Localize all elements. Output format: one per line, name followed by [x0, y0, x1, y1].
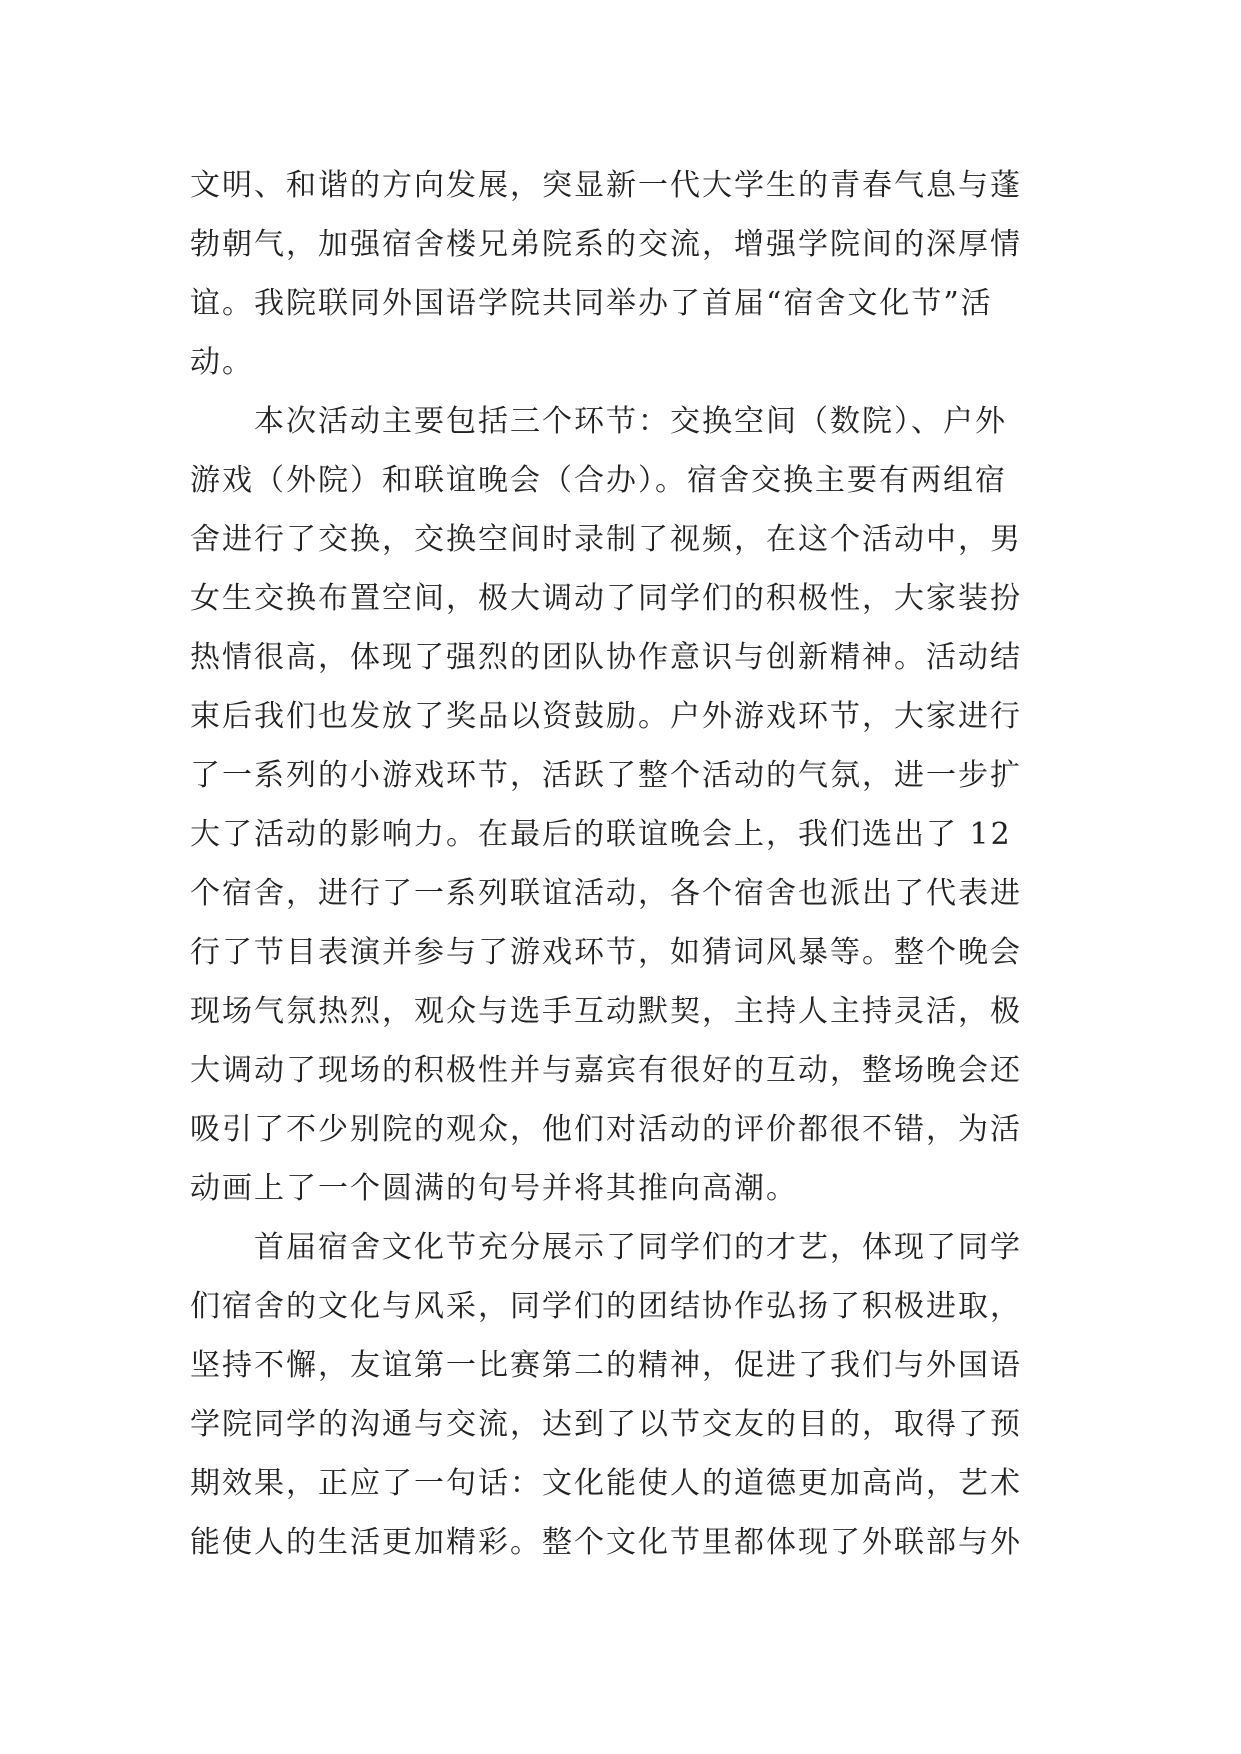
text-line: 行了节目表演并参与了游戏环节，如猜词风暴等。整个晚会: [190, 935, 1022, 970]
text-line: 勃朝气，加强宿舍楼兄弟院系的交流，增强学院间的深厚情: [190, 227, 1022, 262]
paragraph-2: [190, 392, 1060, 1218]
text-line: 动画上了一个圆满的句号并将其推向高潮。: [190, 1171, 798, 1206]
text-line: 期效果，正应了一句话：文化能使人的道德更加高尚，艺术: [190, 1466, 1022, 1501]
text-line: 坚持不懈，友谊第一比赛第二的精神，促进了我们与外国语: [190, 1348, 1022, 1383]
text-line: 大了活动的影响力。在最后的联谊晚会上，我们选出了 12: [190, 817, 1012, 852]
text-line: 游戏（外院）和联谊晚会（合办）。宿舍交换主要有两组宿: [190, 463, 1007, 498]
text-line: 本次活动主要包括三个环节：交换空间（数院）、户外: [254, 404, 1007, 439]
text-line: 动。: [190, 345, 254, 380]
text-line: 个宿舍，进行了一系列联谊活动，各个宿舍也派出了代表进: [190, 876, 1022, 911]
text-line: 谊。我院联同外国语学院共同举办了首届“宿舍文化节”活: [190, 286, 993, 321]
text-line: 现场气氛热烈，观众与选手互动默契，主持人主持灵活，极: [190, 994, 1022, 1029]
text-line: 学院同学的沟通与交流，达到了以节交友的目的，取得了预: [190, 1407, 1022, 1442]
text-line: 首届宿舍文化节充分展示了同学们的才艺，体现了同学: [254, 1230, 1022, 1265]
text-line: 吸引了不少别院的观众，他们对活动的评价都很不错，为活: [190, 1112, 1022, 1147]
text-line: 热情很高，体现了强烈的团队协作意识与创新精神。活动结: [190, 640, 1022, 675]
document-body: [190, 156, 1060, 1572]
text-line: 女生交换布置空间，极大调动了同学们的积极性，大家装扮: [190, 581, 1022, 616]
text-line: 文明、和谐的方向发展，突显新一代大学生的青春气息与蓬: [190, 168, 1022, 203]
text-line: 了一系列的小游戏环节，活跃了整个活动的气氛，进一步扩: [190, 758, 1022, 793]
text-line: 束后我们也发放了奖品以资鼓励。户外游戏环节，大家进行: [190, 699, 1022, 734]
text-line: 大调动了现场的积极性并与嘉宾有很好的互动，整场晚会还: [190, 1053, 1022, 1088]
text-line: 能使人的生活更加精彩。整个文化节里都体现了外联部与外: [190, 1525, 1022, 1560]
paragraph-1: [190, 156, 1060, 392]
text-line: 舍进行了交换，交换空间时录制了视频，在这个活动中，男: [190, 522, 1022, 557]
paragraph-3: [190, 1218, 1060, 1572]
text-line: 们宿舍的文化与风采，同学们的团结协作弘扬了积极进取，: [190, 1289, 1022, 1324]
